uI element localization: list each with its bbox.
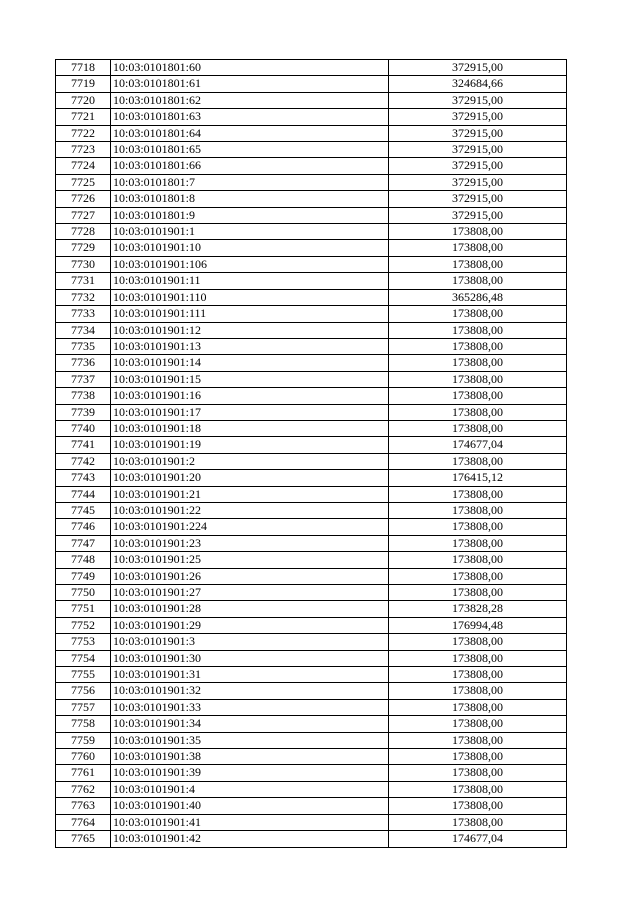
row-number-cell: 7725 [56, 174, 111, 190]
cadastral-number-cell: 10:03:0101901:39 [111, 765, 389, 781]
value-cell: 372915,00 [389, 207, 567, 223]
value-cell: 173808,00 [389, 535, 567, 551]
row-number-cell: 7734 [56, 322, 111, 338]
table-row [56, 519, 567, 535]
table-row [56, 109, 567, 125]
cadastral-number-cell: 10:03:0101901:26 [111, 568, 389, 584]
value-cell: 173808,00 [389, 650, 567, 666]
row-number-cell: 7755 [56, 667, 111, 683]
table-row [56, 125, 567, 141]
row-number-cell: 7728 [56, 224, 111, 240]
row-number-cell: 7736 [56, 355, 111, 371]
row-number-cell: 7722 [56, 125, 111, 141]
value-cell: 173808,00 [389, 519, 567, 535]
cadastral-number-cell: 10:03:0101801:9 [111, 207, 389, 223]
row-number-cell: 7721 [56, 109, 111, 125]
row-number-cell: 7764 [56, 814, 111, 830]
table-row [56, 486, 567, 502]
cadastral-number-cell: 10:03:0101901:15 [111, 371, 389, 387]
row-number-cell: 7760 [56, 749, 111, 765]
cadastral-number-cell: 10:03:0101901:14 [111, 355, 389, 371]
table-row [56, 765, 567, 781]
cadastral-number-cell: 10:03:0101901:30 [111, 650, 389, 666]
value-cell: 174677,04 [389, 831, 567, 847]
table-row [56, 601, 567, 617]
table-row [56, 716, 567, 732]
row-number-cell: 7738 [56, 388, 111, 404]
value-cell: 372915,00 [389, 158, 567, 174]
cadastral-number-cell: 10:03:0101801:66 [111, 158, 389, 174]
cadastral-number-cell: 10:03:0101901:111 [111, 306, 389, 322]
cadastral-number-cell: 10:03:0101901:34 [111, 716, 389, 732]
table-row [56, 273, 567, 289]
cadastral-number-cell: 10:03:0101901:3 [111, 634, 389, 650]
row-number-cell: 7729 [56, 240, 111, 256]
cadastral-number-cell: 10:03:0101901:16 [111, 388, 389, 404]
table-row [56, 191, 567, 207]
cadastral-number-cell: 10:03:0101901:12 [111, 322, 389, 338]
row-number-cell: 7742 [56, 453, 111, 469]
value-cell: 173808,00 [389, 781, 567, 797]
row-number-cell: 7758 [56, 716, 111, 732]
row-number-cell: 7719 [56, 76, 111, 92]
cadastral-number-cell: 10:03:0101901:106 [111, 256, 389, 272]
row-number-cell: 7735 [56, 338, 111, 354]
table-row [56, 781, 567, 797]
cadastral-number-cell: 10:03:0101901:11 [111, 273, 389, 289]
value-cell: 173808,00 [389, 306, 567, 322]
value-cell: 173808,00 [389, 699, 567, 715]
value-cell: 173808,00 [389, 256, 567, 272]
value-cell: 372915,00 [389, 60, 567, 76]
value-cell: 173808,00 [389, 322, 567, 338]
row-number-cell: 7724 [56, 158, 111, 174]
row-number-cell: 7732 [56, 289, 111, 305]
cadastral-number-cell: 10:03:0101901:35 [111, 732, 389, 748]
value-cell: 173808,00 [389, 453, 567, 469]
cadastral-number-cell: 10:03:0101901:38 [111, 749, 389, 765]
table-row [56, 355, 567, 371]
row-number-cell: 7747 [56, 535, 111, 551]
cadastral-number-cell: 10:03:0101801:61 [111, 76, 389, 92]
row-number-cell: 7720 [56, 92, 111, 108]
value-cell: 372915,00 [389, 109, 567, 125]
table-row [56, 158, 567, 174]
value-cell: 173808,00 [389, 224, 567, 240]
row-number-cell: 7756 [56, 683, 111, 699]
cadastral-number-cell: 10:03:0101901:110 [111, 289, 389, 305]
value-cell: 173808,00 [389, 765, 567, 781]
cadastral-number-cell: 10:03:0101801:64 [111, 125, 389, 141]
value-cell: 324684,66 [389, 76, 567, 92]
cadastral-number-cell: 10:03:0101901:224 [111, 519, 389, 535]
value-cell: 173808,00 [389, 814, 567, 830]
table-row [56, 92, 567, 108]
value-cell: 173808,00 [389, 355, 567, 371]
table-row [56, 256, 567, 272]
value-cell: 173808,00 [389, 634, 567, 650]
cadastral-number-cell: 10:03:0101901:13 [111, 338, 389, 354]
row-number-cell: 7740 [56, 420, 111, 436]
value-cell: 173808,00 [389, 486, 567, 502]
cadastral-number-cell: 10:03:0101901:2 [111, 453, 389, 469]
table-row [56, 420, 567, 436]
cadastral-number-cell: 10:03:0101901:33 [111, 699, 389, 715]
cadastral-number-cell: 10:03:0101901:4 [111, 781, 389, 797]
table-row [56, 667, 567, 683]
cadastral-number-cell: 10:03:0101801:65 [111, 142, 389, 158]
value-cell: 176415,12 [389, 470, 567, 486]
value-cell: 372915,00 [389, 174, 567, 190]
cadastral-number-cell: 10:03:0101901:28 [111, 601, 389, 617]
row-number-cell: 7762 [56, 781, 111, 797]
value-cell: 173808,00 [389, 338, 567, 354]
document-page [55, 59, 566, 848]
row-number-cell: 7752 [56, 617, 111, 633]
value-cell: 173808,00 [389, 388, 567, 404]
value-cell: 174677,04 [389, 437, 567, 453]
row-number-cell: 7745 [56, 502, 111, 518]
row-number-cell: 7763 [56, 798, 111, 814]
row-number-cell: 7726 [56, 191, 111, 207]
cadastral-number-cell: 10:03:0101901:25 [111, 552, 389, 568]
table-row [56, 388, 567, 404]
cadastral-number-cell: 10:03:0101801:60 [111, 60, 389, 76]
cadastral-number-cell: 10:03:0101801:8 [111, 191, 389, 207]
table-row [56, 650, 567, 666]
value-cell: 372915,00 [389, 142, 567, 158]
table-row [56, 798, 567, 814]
value-cell: 173808,00 [389, 716, 567, 732]
row-number-cell: 7743 [56, 470, 111, 486]
row-number-cell: 7751 [56, 601, 111, 617]
cadastral-number-cell: 10:03:0101901:10 [111, 240, 389, 256]
cadastral-number-cell: 10:03:0101901:1 [111, 224, 389, 240]
row-number-cell: 7727 [56, 207, 111, 223]
table-row [56, 699, 567, 715]
table-row [56, 585, 567, 601]
value-cell: 173808,00 [389, 502, 567, 518]
row-number-cell: 7749 [56, 568, 111, 584]
value-cell: 176994,48 [389, 617, 567, 633]
row-number-cell: 7731 [56, 273, 111, 289]
row-number-cell: 7746 [56, 519, 111, 535]
row-number-cell: 7757 [56, 699, 111, 715]
table-row [56, 814, 567, 830]
value-cell: 173808,00 [389, 667, 567, 683]
value-cell: 173808,00 [389, 404, 567, 420]
cadastral-number-cell: 10:03:0101901:23 [111, 535, 389, 551]
table-row [56, 404, 567, 420]
table-row [56, 535, 567, 551]
value-cell: 372915,00 [389, 92, 567, 108]
table-row [56, 207, 567, 223]
row-number-cell: 7741 [56, 437, 111, 453]
cadastral-number-cell: 10:03:0101901:27 [111, 585, 389, 601]
cadastral-number-cell: 10:03:0101901:17 [111, 404, 389, 420]
cadastral-number-cell: 10:03:0101901:20 [111, 470, 389, 486]
value-cell: 365286,48 [389, 289, 567, 305]
table-row [56, 240, 567, 256]
row-number-cell: 7723 [56, 142, 111, 158]
row-number-cell: 7730 [56, 256, 111, 272]
table-row [56, 224, 567, 240]
cadastral-number-cell: 10:03:0101901:21 [111, 486, 389, 502]
cadastral-number-cell: 10:03:0101901:31 [111, 667, 389, 683]
table-row [56, 831, 567, 847]
cadastral-number-cell: 10:03:0101901:22 [111, 502, 389, 518]
table-row [56, 174, 567, 190]
value-cell: 173808,00 [389, 732, 567, 748]
row-number-cell: 7737 [56, 371, 111, 387]
value-cell: 173808,00 [389, 420, 567, 436]
table-row [56, 338, 567, 354]
table-row [56, 437, 567, 453]
row-number-cell: 7744 [56, 486, 111, 502]
cadastral-number-cell: 10:03:0101901:42 [111, 831, 389, 847]
table-row [56, 470, 567, 486]
table-row [56, 683, 567, 699]
value-cell: 173808,00 [389, 683, 567, 699]
table-row [56, 617, 567, 633]
cadastral-number-cell: 10:03:0101901:41 [111, 814, 389, 830]
table-row [56, 732, 567, 748]
value-cell: 173808,00 [389, 273, 567, 289]
value-cell: 372915,00 [389, 191, 567, 207]
cadastral-number-cell: 10:03:0101901:29 [111, 617, 389, 633]
table-row [56, 322, 567, 338]
row-number-cell: 7748 [56, 552, 111, 568]
cadastral-number-cell: 10:03:0101801:62 [111, 92, 389, 108]
table-body [56, 60, 567, 848]
row-number-cell: 7754 [56, 650, 111, 666]
table-row [56, 568, 567, 584]
cadastral-number-cell: 10:03:0101901:18 [111, 420, 389, 436]
table-row [56, 634, 567, 650]
table-row [56, 552, 567, 568]
cadastral-number-cell: 10:03:0101901:32 [111, 683, 389, 699]
table-row [56, 371, 567, 387]
row-number-cell: 7718 [56, 60, 111, 76]
cadastral-number-cell: 10:03:0101801:63 [111, 109, 389, 125]
row-number-cell: 7733 [56, 306, 111, 322]
cadastral-number-cell: 10:03:0101901:40 [111, 798, 389, 814]
value-cell: 173808,00 [389, 371, 567, 387]
value-cell: 173828,28 [389, 601, 567, 617]
cadastral-value-table [55, 59, 567, 848]
value-cell: 173808,00 [389, 749, 567, 765]
row-number-cell: 7761 [56, 765, 111, 781]
table-row [56, 142, 567, 158]
cadastral-number-cell: 10:03:0101901:19 [111, 437, 389, 453]
table-row [56, 289, 567, 305]
value-cell: 173808,00 [389, 798, 567, 814]
table-row [56, 60, 567, 76]
table-row [56, 76, 567, 92]
value-cell: 173808,00 [389, 568, 567, 584]
row-number-cell: 7739 [56, 404, 111, 420]
value-cell: 173808,00 [389, 585, 567, 601]
cadastral-number-cell: 10:03:0101801:7 [111, 174, 389, 190]
row-number-cell: 7753 [56, 634, 111, 650]
row-number-cell: 7750 [56, 585, 111, 601]
table-row [56, 306, 567, 322]
table-row [56, 502, 567, 518]
table-row [56, 453, 567, 469]
table-row [56, 749, 567, 765]
value-cell: 372915,00 [389, 125, 567, 141]
value-cell: 173808,00 [389, 552, 567, 568]
row-number-cell: 7765 [56, 831, 111, 847]
row-number-cell: 7759 [56, 732, 111, 748]
value-cell: 173808,00 [389, 240, 567, 256]
